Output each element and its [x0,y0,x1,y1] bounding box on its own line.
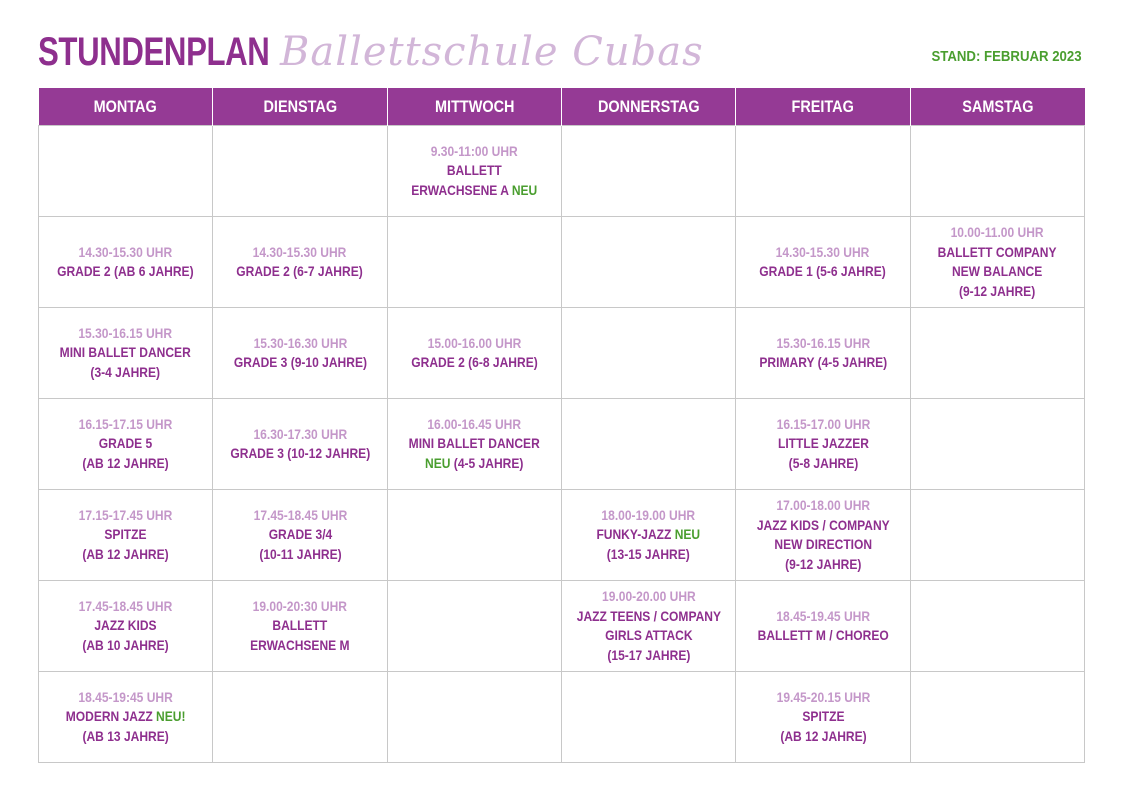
class-time: 16.15-17.15 UHR [78,415,173,432]
class-line [757,535,890,555]
class-line [757,555,890,575]
class-text: JAZZ TEENS / COMPANY [576,607,721,624]
schedule-cell [39,217,213,308]
class-time: 19.00-20:30 UHR [252,597,348,614]
class-line [57,262,193,282]
class-text: GRADE 2 (6-7 JAHRE) [236,263,364,279]
day-label: DONNERSTAG [597,96,700,116]
schedule-cell [736,399,910,490]
class-line [233,353,366,373]
class-line [411,161,537,181]
class-slot [233,334,366,373]
school-name: Ballettschule Cubas [280,29,704,75]
schedule-cell [561,672,735,763]
schedule-cell [39,308,213,399]
schedule-cell [736,126,910,217]
schedule-cell [910,126,1084,217]
class-line [79,616,173,636]
class-slot [776,415,870,474]
class-line [776,434,870,454]
class-time: 15.30-16.15 UHR [776,334,870,351]
schedule-cell [736,581,910,672]
class-time: 15.30-16.15 UHR [78,324,173,341]
day-header-samstag [910,88,1084,126]
schedule-cell [910,490,1084,581]
class-text: (9-12 JAHRE) [784,555,862,572]
schedule-cell [39,672,213,763]
class-line [409,454,540,474]
class-text: JAZZ KIDS / COMPANY [756,516,890,533]
class-text: GRADE 2 (6-8 JAHRE) [411,354,538,370]
class-line [79,545,173,565]
timetable-row [39,399,1085,490]
class-slot [57,243,193,282]
class-time: 17.45-18.45 UHR [253,506,347,523]
class-line [597,545,701,565]
class-time: 14.30-15.30 UHR [776,243,870,260]
class-slot [237,243,363,282]
class-line [411,353,537,373]
day-header-row [39,88,1085,126]
schedule-cell [910,672,1084,763]
schedule-cell [561,308,735,399]
timetable-row [39,126,1085,217]
class-text: JAZZ KIDS [94,617,157,634]
class-line [250,616,349,636]
class-line [79,525,173,545]
class-line [253,545,347,565]
class-slot [60,324,191,383]
class-text: BALLETT COMPANY [937,243,1057,260]
class-line [411,181,537,201]
class-text: MINI BALLET DANCER [60,344,192,361]
class-text: (9-12 JAHRE) [959,282,1036,299]
schedule-cell [387,217,561,308]
class-line [250,636,349,656]
class-slot [79,415,173,474]
day-header-freitag [736,88,910,126]
class-text: (3-4 JAHRE) [90,363,161,380]
timetable-row [39,581,1085,672]
class-time: 16.00-16.45 UHR [427,415,522,432]
class-slot [938,223,1057,301]
schedule-cell [213,308,387,399]
class-text: GRADE 1 (5-6 JAHRE) [759,263,887,279]
class-line [757,516,890,536]
timetable-body [39,126,1085,763]
class-line [79,454,173,474]
class-text: (13-15 JAHRE) [607,545,691,562]
day-label: DIENSTAG [263,96,337,116]
class-text: FUNKY-JAZZ [596,526,676,543]
class-line [79,636,173,656]
class-slot [409,415,540,474]
class-line [409,434,540,454]
class-text: (AB 12 JAHRE) [82,545,169,562]
schedule-cell [910,581,1084,672]
class-time: 10.00-11.00 UHR [950,224,1044,240]
class-time: 18.45-19:45 UHR [78,688,173,705]
class-text: GRADE 3/4 [268,526,332,543]
class-line [60,343,191,363]
class-slot [230,425,370,464]
class-line [776,727,870,747]
class-slot [776,688,870,747]
class-line [776,707,870,727]
schedule-cell [736,672,910,763]
day-label: FREITAG [791,96,855,116]
class-text: GRADE 3 (10-12 JAHRE) [230,445,370,461]
class-time: 9.30-11:00 UHR [430,142,518,159]
class-text: ERWACHSENE A [411,181,512,198]
class-line [237,262,363,282]
schedule-cell [387,672,561,763]
class-time: 15.30-16.30 UHR [253,334,347,351]
class-time: 17.45-18.45 UHR [78,597,173,614]
class-line [230,444,370,464]
schedule-cell [561,581,735,672]
schedule-cell [387,308,561,399]
schedule-cell [561,399,735,490]
class-line [759,353,887,373]
schedule-cell [39,126,213,217]
day-header-mittwoch [387,88,561,126]
day-label: SAMSTAG [961,96,1034,116]
class-time: 19.00-20.00 UHR [601,588,696,604]
class-line [757,626,888,646]
class-text: (15-17 JAHRE) [607,646,691,663]
schedule-cell [213,399,387,490]
class-time: 16.30-17.30 UHR [253,425,347,442]
class-line [776,454,870,474]
schedule-cell [213,217,387,308]
class-line [253,525,347,545]
schedule-cell [910,308,1084,399]
class-text: ERWACHSENE M [250,636,350,653]
day-label: MITTWOCH [434,96,515,116]
class-text: BALLETT M / CHOREO [757,627,889,643]
class-text: (AB 12 JAHRE) [82,454,169,471]
schedule-cell [910,217,1084,308]
class-line [938,282,1057,302]
class-slot [79,506,173,565]
class-slot [760,243,886,282]
class-line [938,262,1057,282]
schedule-cell [39,581,213,672]
schedule-cell [39,399,213,490]
schedule-cell [387,490,561,581]
timetable-row [39,490,1085,581]
class-line [597,525,701,545]
page-header [38,26,1088,76]
class-text: (4-5 JAHRE) [450,454,524,471]
class-line [938,243,1057,263]
class-slot [597,506,701,565]
class-time: 18.00-19.00 UHR [601,506,696,523]
class-line [577,626,721,646]
schedule-cell [387,581,561,672]
class-text: (AB 12 JAHRE) [779,727,867,744]
class-text: SPITZE [104,526,147,543]
class-slot [411,142,537,201]
schedule-cell [561,217,735,308]
class-slot [66,688,186,747]
class-text: (AB 13 JAHRE) [82,727,169,744]
class-text: BALLETT [272,617,328,634]
class-text: MINI BALLET DANCER [408,435,540,452]
class-line [760,262,886,282]
stand-date: STAND: FEBRUAR 2023 [931,48,1082,65]
class-text: (5-8 JAHRE) [788,454,858,471]
class-text: NEW DIRECTION [774,536,872,552]
timetable-row [39,308,1085,399]
class-text: PRIMARY (4-5 JAHRE) [759,354,887,370]
class-time: 15.00-16.00 UHR [427,334,522,351]
class-time: 18.45-19.45 UHR [776,607,870,624]
class-slot [411,334,537,373]
class-line [79,434,173,454]
class-text: GIRLS ATTACK [604,627,693,643]
schedule-cell [213,490,387,581]
class-text: (10-11 JAHRE) [258,545,342,562]
timetable-row [39,217,1085,308]
class-text: GRADE 5 [98,435,153,452]
class-text: (AB 10 JAHRE) [82,636,169,653]
class-line [577,646,721,666]
schedule-cell [736,490,910,581]
schedule-cell [561,490,735,581]
class-slot [757,496,890,574]
page-title: STUNDENPLAN [38,30,270,74]
class-text: SPITZE [801,708,845,725]
class-slot [79,597,173,656]
class-text: NEW BALANCE [952,263,1043,279]
class-time: 14.30-15.30 UHR [253,243,347,260]
schedule-cell [736,308,910,399]
class-time: 17.00-18.00 UHR [776,497,870,513]
schedule-cell [561,126,735,217]
class-text: GRADE 2 (AB 6 JAHRE) [57,263,194,279]
timetable-row [39,672,1085,763]
new-badge: NEU! [156,708,186,725]
class-slot [577,587,721,665]
class-time: 14.30-15.30 UHR [78,243,173,260]
class-slot [253,506,347,565]
schedule-cell [387,399,561,490]
timetable [38,88,1085,763]
class-time: 17.15-17.45 UHR [78,506,173,523]
class-time: 16.15-17.00 UHR [776,415,870,432]
class-text: GRADE 3 (9-10 JAHRE) [233,354,367,370]
schedule-cell [213,581,387,672]
new-badge: NEU [425,454,451,471]
class-line [60,363,191,383]
class-slot [250,597,349,656]
day-header-donnerstag [561,88,735,126]
new-badge: NEU [511,181,538,198]
schedule-cell [213,672,387,763]
schedule-cell [213,126,387,217]
class-line [66,707,186,727]
class-slot [757,607,888,646]
schedule-cell [910,399,1084,490]
schedule-cell [39,490,213,581]
day-header-dienstag [213,88,387,126]
day-label: MONTAG [93,96,157,116]
class-text: BALLETT [446,162,502,179]
class-line [66,727,186,747]
class-line [577,607,721,627]
class-text: LITTLE JAZZER [777,435,869,452]
day-header-montag [39,88,213,126]
class-slot [759,334,887,373]
class-text: MODERN JAZZ [65,708,157,725]
schedule-cell [387,126,561,217]
schedule-cell [736,217,910,308]
class-time: 19.45-20.15 UHR [776,688,870,705]
new-badge: NEU [675,526,701,543]
